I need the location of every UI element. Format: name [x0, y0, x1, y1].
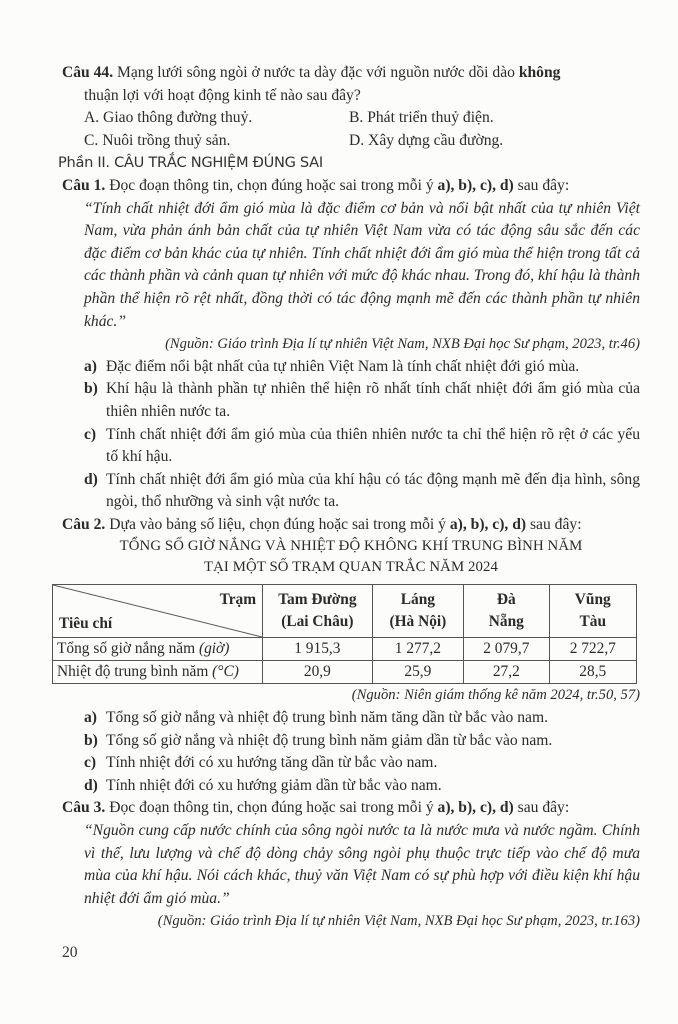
corner-label-criteria: Tiêu chí [59, 615, 113, 633]
table-title-line-1: TỔNG SỐ GIỜ NẮNG VÀ NHIỆT ĐỘ KHÔNG KHÍ TRUNG BÌNH NĂM [119, 538, 583, 555]
row-label: Tổng số giờ nắng năm (giờ) [53, 638, 263, 661]
question-44-options-row-1 [62, 107, 640, 130]
table-cell: 1 915,3 [263, 638, 373, 661]
question-1-items [62, 356, 640, 514]
question-1-source: (Nguồn: Giáo trình Địa lí tự nhiên Việt Nam, NXB Đại học Sư phạm, 2023, tr.46) [165, 336, 640, 353]
table-header-row [53, 585, 637, 638]
data-table [52, 584, 637, 684]
question-2-source: (Nguồn: Niên giám thống kê năm 2024, tr.50, 57) [351, 687, 640, 704]
question-44 [62, 62, 640, 152]
corner-header-cell [53, 585, 263, 638]
option-c: C. Nuôi trồng thuỷ sản. [84, 131, 231, 149]
table-row [53, 661, 637, 684]
column-header-station: Đà Nẵng [464, 585, 549, 638]
table-cell: 27,2 [464, 661, 549, 684]
option-d: D. Xây dựng cầu đường. [349, 131, 504, 149]
question-1-stem: Câu 1. Đọc đoạn thông tin, chọn đúng hoặc sai trong mỗi ý a), b), c), d) sau đây: [62, 176, 570, 194]
table-cell: 2 722,7 [549, 638, 636, 661]
statement-c: c) Tính nhiệt đới có xu hướng tăng dần từ bắc vào nam. [84, 754, 438, 772]
option-a: A. Giao thông đường thuỷ. [84, 109, 253, 127]
statement-b: b) Tổng số giờ nắng và nhiệt độ trung bình năm giảm dần từ bắc vào nam. [84, 731, 553, 749]
question-1-label: Câu 1. [62, 176, 106, 194]
column-header-station: Tam Đường (Lai Châu) [263, 585, 373, 638]
table-row [53, 638, 637, 661]
statement-a: a) Tổng số giờ nắng và nhiệt độ trung bình năm tăng dần từ bắc vào nam. [84, 709, 548, 727]
column-header-station: Láng (Hà Nội) [372, 585, 463, 638]
question-3-stem: Câu 3. Đọc đoạn thông tin, chọn đúng hoặc sai trong mỗi ý a), b), c), d) sau đây: [62, 799, 570, 817]
option-b: B. Phát triển thuỷ điện. [349, 109, 494, 127]
statement-a: a) Đặc điểm nổi bật nhất của tự nhiên Việt Nam là tính chất nhiệt đới gió mùa. [84, 357, 580, 375]
corner-label-station: Trạm [219, 591, 257, 609]
section-title: Phần II. CÂU TRẮC NGHIỆM ĐÚNG SAI [58, 154, 323, 172]
statement-d: d) Tính nhiệt đới có xu hướng giảm dần từ bắc vào nam. [84, 776, 442, 794]
question-1 [62, 175, 640, 514]
question-2-items [62, 707, 640, 797]
question-44-options-row-2 [62, 130, 640, 153]
question-3-source: (Nguồn: Giáo trình Địa lí tự nhiên Việt Nam, NXB Đại học Sư phạm, 2023, tr.163) [157, 913, 640, 930]
table-title-line-2: TẠI MỘT SỐ TRẠM QUAN TRẮC NĂM 2024 [203, 559, 499, 576]
table-cell: 25,9 [372, 661, 463, 684]
table-cell: 1 277,2 [372, 638, 463, 661]
question-3-label: Câu 3. [62, 799, 106, 817]
page-number: 20 [62, 944, 78, 961]
question-3-quote: “Nguồn cung cấp nước chính của sông ngòi nước ta là nước mưa và nước ngầm. Chính vì thế, lưu lượng và chế độ dòng chảy sông ngòi phụ thuộc trực tiếp vào chế độ mưa mùa của khí hậu. Nói cách khác, thuỷ văn Việt Nam có sự phù hợp với điều kiện khí hậu nhiệt đới ẩm gió mùa.” [84, 822, 640, 907]
table-cell: 28,5 [549, 661, 636, 684]
page-content [57, 62, 640, 933]
question-2 [57, 514, 640, 798]
question-44-stem: Câu 44. Mạng lưới sông ngòi ở nước ta dày đặc với nguồn nước dồi dào không [62, 64, 561, 81]
column-header-station: Vũng Tàu [549, 585, 636, 638]
question-44-label: Câu 44. [62, 64, 114, 81]
question-44-stem-cont: thuận lợi với hoạt động kinh tế nào sau đây? [84, 86, 361, 104]
question-3 [62, 797, 640, 933]
statement-c: c) Tính chất nhiệt đới ẩm gió mùa của thiên nhiên nước ta chỉ thể hiện rõ rệt ở các yếu tố khí hậu. [84, 425, 640, 466]
table-cell: 2 079,7 [464, 638, 549, 661]
table-cell: 20,9 [263, 661, 373, 684]
question-2-stem: Câu 2. Dựa vào bảng số liệu, chọn đúng hoặc sai trong mỗi ý a), b), c), d) sau đây: [62, 515, 582, 533]
question-2-label: Câu 2. [62, 515, 106, 533]
statement-d: d) Tính chất nhiệt đới ẩm gió mùa của khí hậu có tác động mạnh mẽ đến địa hình, sông ngòi, thổ nhưỡng và sinh vật nước ta. [84, 470, 640, 511]
question-1-quote: “Tính chất nhiệt đới ẩm gió mùa là đặc điểm cơ bản và nổi bật nhất của tự nhiên Việt Nam, vừa phản ánh bản chất của tự nhiên Việt Nam vừa có tác động sâu sắc đến các đặc điểm cơ bản khác của tự nhiên. Tính chất nhiệt đới ẩm gió mùa thể hiện trong tất cả các thành phần và cảnh quan tự nhiên với mức độ khác nhau. Trong đó, khí hậu là thành phần thể hiện rõ rệt nhất, đồng thời có tác động mạnh mẽ đến các thành phần tự nhiên khác.” [84, 199, 640, 330]
row-label: Nhiệt độ trung bình năm (°C) [53, 661, 263, 684]
statement-b: b) Khí hậu là thành phần tự nhiên thể hiện rõ nhất tính chất nhiệt đới ẩm gió mùa của thiên nhiên nước ta. [84, 380, 640, 420]
